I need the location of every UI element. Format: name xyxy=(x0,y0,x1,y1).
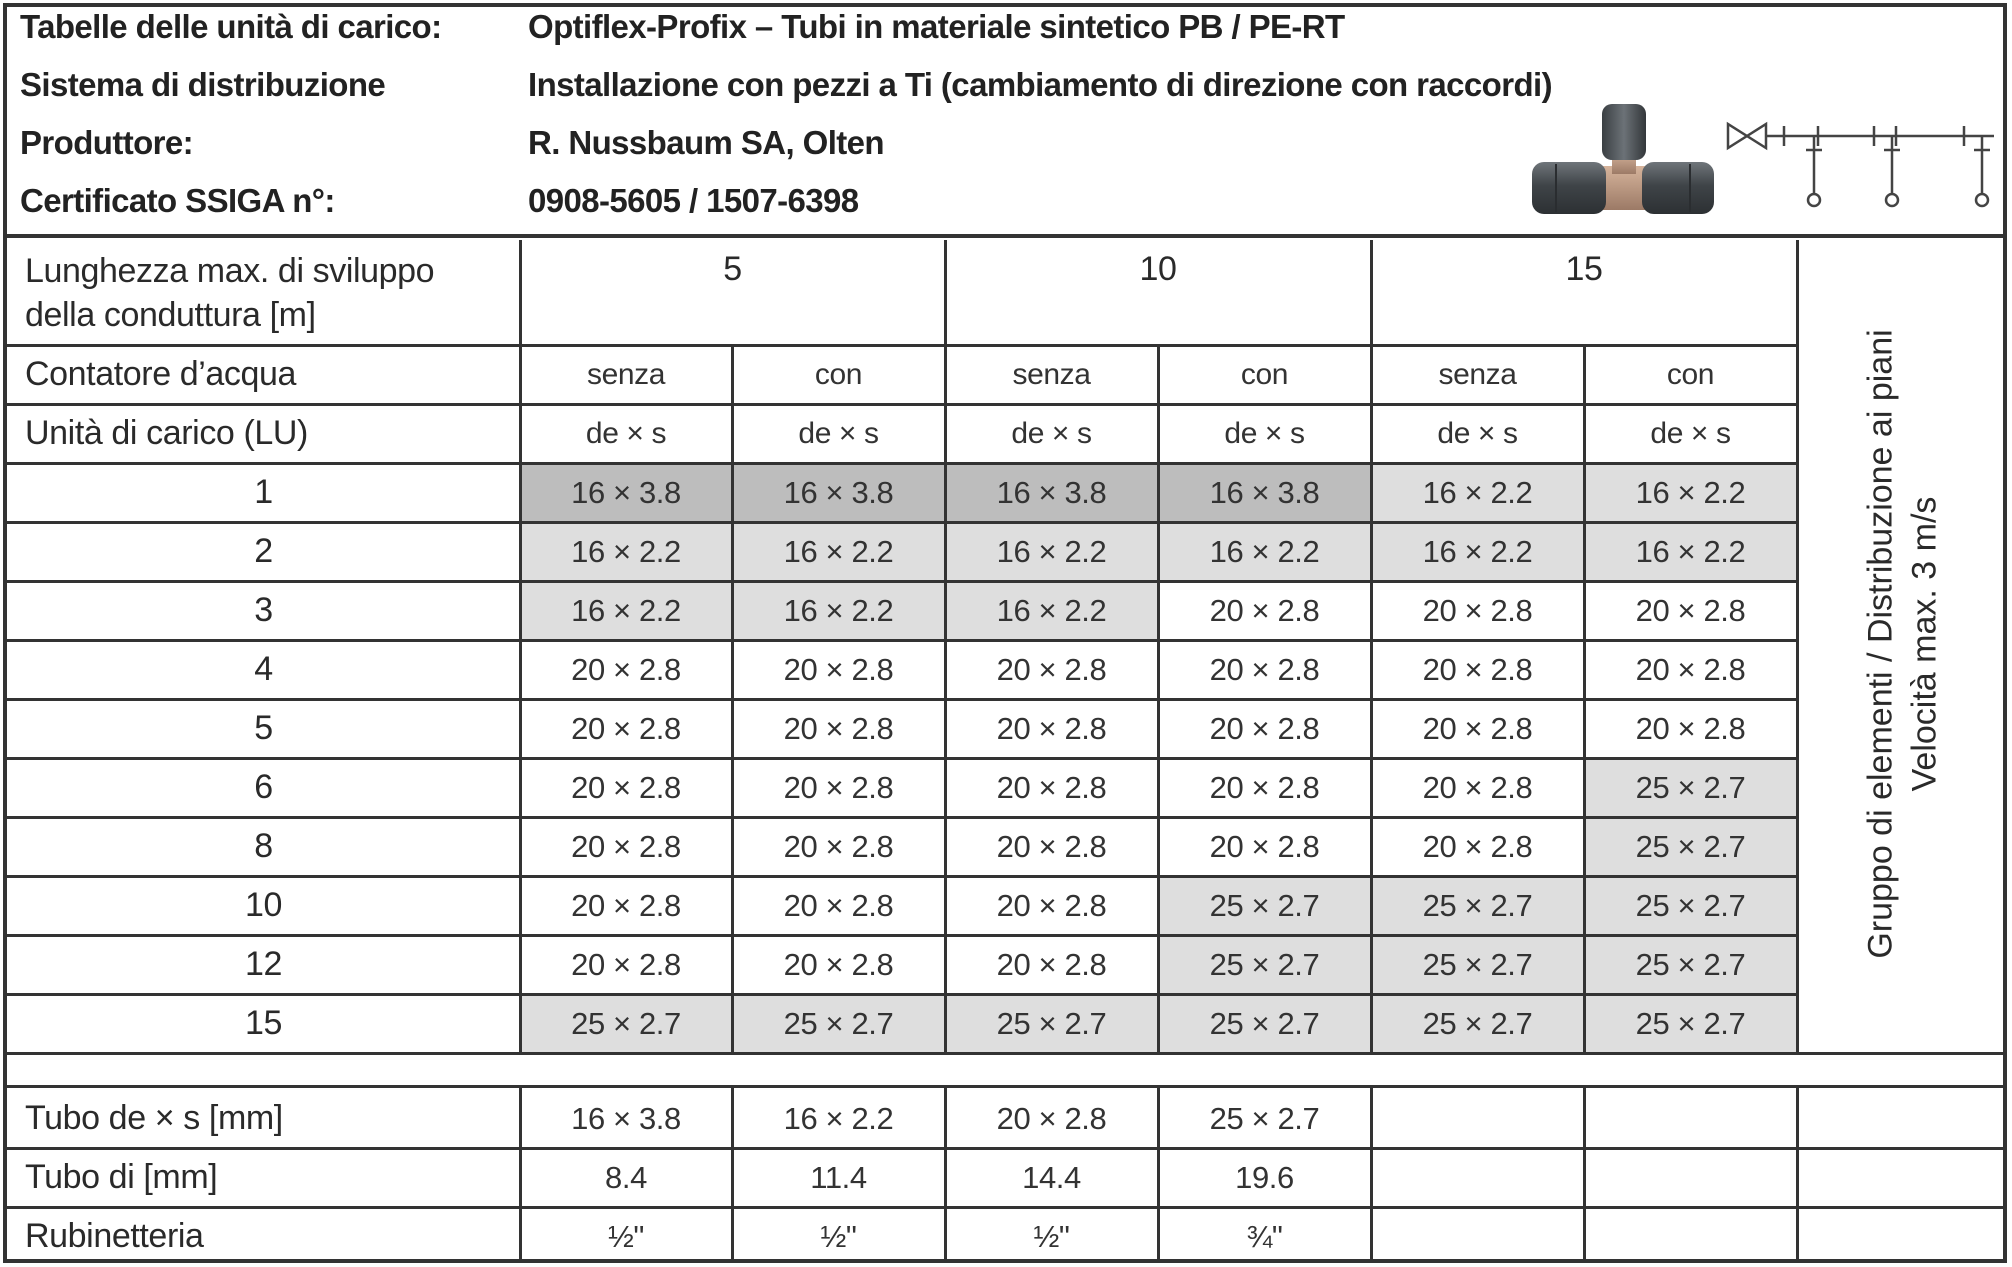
dimension-cell: 20 × 2.8 xyxy=(996,887,1107,923)
dimension-cell: 20 × 2.8 xyxy=(1422,592,1533,628)
dimension-cell: 16 × 2.2 xyxy=(520,581,732,640)
dimension-cell: 20 × 2.8 xyxy=(571,828,681,864)
dimension-cell: 16 × 2.2 xyxy=(1584,463,1797,522)
footer-cell: 20 × 2.8 xyxy=(996,1100,1107,1136)
dimension-cell: 20 × 2.8 xyxy=(571,887,681,923)
grid-line-v xyxy=(731,1086,734,1260)
footer-cell: 16 × 3.8 xyxy=(571,1100,681,1136)
header-value: Installazione con pezzi a Ti (cambiamento di direzione con raccordi) xyxy=(528,66,1552,103)
dimension-cell: 20 × 2.8 xyxy=(783,710,894,746)
dimension-cell: 20 × 2.8 xyxy=(783,651,894,687)
grid-line-v xyxy=(1583,345,1586,1053)
header-label: Certificato SSIGA n°: xyxy=(20,182,335,219)
length-value: 5 xyxy=(723,250,742,288)
grid-line-h xyxy=(7,462,1797,465)
dimension-cell: 20 × 2.8 xyxy=(571,710,681,746)
dimension-cell: 20 × 2.8 xyxy=(1209,828,1320,864)
grid-line-h xyxy=(7,344,1797,347)
side-label-line2: Velocità max. 3 m/s xyxy=(1905,496,1944,792)
dimension-cell: 16 × 2.2 xyxy=(945,581,1158,640)
footer-cell: ½" xyxy=(607,1218,645,1254)
dimension-cell: 25 × 2.7 xyxy=(1584,935,1797,994)
dimension-cell: 16 × 3.8 xyxy=(732,463,945,522)
header-label: Tabelle delle unità di carico: xyxy=(20,8,442,45)
dimension-cell: 20 × 2.8 xyxy=(1209,651,1320,687)
dimension-cell: 25 × 2.7 xyxy=(945,994,1158,1053)
footer-label: Tubo de × s [mm] xyxy=(25,1099,283,1137)
grid-line-v xyxy=(731,345,734,1053)
header-value: 0908-5605 / 1507-6398 xyxy=(528,182,859,219)
grid-line-h xyxy=(7,1206,2005,1209)
footer-cell: 14.4 xyxy=(1022,1159,1081,1195)
distribution-schematic-icon xyxy=(1726,118,2000,219)
meter-option: con xyxy=(1666,357,1715,391)
lu-value: 4 xyxy=(254,650,273,688)
dimension-cell: 16 × 2.2 xyxy=(1371,463,1584,522)
footer-label: Rubinetteria xyxy=(25,1217,204,1255)
dimension-cell: 20 × 2.8 xyxy=(1635,651,1746,687)
lu-value: 10 xyxy=(244,886,283,924)
footer-cell: 25 × 2.7 xyxy=(1209,1100,1320,1136)
grid-line-v xyxy=(944,1086,947,1260)
meter-option: con xyxy=(1240,357,1289,391)
dim-header: de × s xyxy=(585,416,667,450)
dimension-cell: 25 × 2.7 xyxy=(1371,876,1584,935)
dimension-cell: 20 × 2.8 xyxy=(783,828,894,864)
grid-line-v xyxy=(519,240,522,1053)
dimension-cell: 25 × 2.7 xyxy=(1584,876,1797,935)
dimension-cell: 25 × 2.7 xyxy=(1584,758,1797,817)
meter-option: senza xyxy=(1438,357,1517,391)
footer-cell: 19.6 xyxy=(1235,1159,1294,1195)
dimension-cell: 16 × 3.8 xyxy=(945,463,1158,522)
dimension-cell: 25 × 2.7 xyxy=(1158,994,1371,1053)
dimension-cell: 20 × 2.8 xyxy=(1635,710,1746,746)
header-label: Produttore: xyxy=(20,124,194,161)
dimension-cell: 25 × 2.7 xyxy=(520,994,732,1053)
grid-line-v xyxy=(944,240,947,1053)
grid-line-h xyxy=(7,875,1797,878)
dimension-cell: 25 × 2.7 xyxy=(1584,994,1797,1053)
lu-value: 6 xyxy=(254,768,273,806)
dimension-cell: 25 × 2.7 xyxy=(1371,935,1584,994)
dimension-cell: 20 × 2.8 xyxy=(783,769,894,805)
grid-line-h xyxy=(7,934,1797,937)
meter-option: senza xyxy=(1012,357,1091,391)
footer-label: Tubo di [mm] xyxy=(25,1158,218,1196)
dimension-cell: 20 × 2.8 xyxy=(571,651,681,687)
dimension-cell: 20 × 2.8 xyxy=(996,651,1107,687)
dimension-cell: 20 × 2.8 xyxy=(996,710,1107,746)
dimension-cell: 25 × 2.7 xyxy=(732,994,945,1053)
dimension-cell: 25 × 2.7 xyxy=(1371,994,1584,1053)
lu-label: Unità di carico (LU) xyxy=(25,414,308,452)
length-label xyxy=(7,240,520,345)
dimension-cell: 20 × 2.8 xyxy=(1422,828,1533,864)
grid-line-h xyxy=(7,1052,2005,1055)
dimension-cell: 16 × 3.8 xyxy=(520,463,732,522)
grid-line-v xyxy=(1370,1086,1373,1260)
footer-cell: ½" xyxy=(820,1218,857,1254)
dimension-cell: 20 × 2.8 xyxy=(1422,769,1533,805)
grid-line-v xyxy=(1370,240,1373,1053)
dimension-cell: 20 × 2.8 xyxy=(1635,592,1746,628)
dimension-cell: 16 × 2.2 xyxy=(732,522,945,581)
dimension-cell: 20 × 2.8 xyxy=(1209,592,1320,628)
grid-line-v xyxy=(1796,1086,1799,1260)
header-value: R. Nussbaum SA, Olten xyxy=(528,124,884,161)
length-label-line1: Lunghezza max. di sviluppo xyxy=(25,251,435,290)
dimension-cell: 16 × 3.8 xyxy=(1158,463,1371,522)
dimension-cell: 20 × 2.8 xyxy=(571,946,681,982)
meter-label: Contatore d’acqua xyxy=(25,355,297,393)
dimension-cell: 20 × 2.8 xyxy=(783,887,894,923)
grid-line-h xyxy=(7,993,1797,996)
dimension-cell: 25 × 2.7 xyxy=(1584,817,1797,876)
dimension-cell: 20 × 2.8 xyxy=(1422,710,1533,746)
footer-cell: ¾" xyxy=(1246,1218,1283,1254)
lu-value: 2 xyxy=(254,532,273,570)
lu-value: 1 xyxy=(254,473,273,511)
grid-line-h xyxy=(7,403,1797,406)
header-value: Optiflex-Profix – Tubi in materiale sintetico PB / PE-RT xyxy=(528,8,1345,45)
lu-value: 15 xyxy=(244,1004,283,1042)
tee-fitting-icon xyxy=(1530,98,1716,227)
dimension-cell: 20 × 2.8 xyxy=(783,946,894,982)
grid-line-h xyxy=(7,521,1797,524)
lu-value: 5 xyxy=(254,709,273,747)
dimension-cell: 16 × 2.2 xyxy=(1158,522,1371,581)
grid-line-h xyxy=(7,639,1797,642)
dimension-cell: 16 × 2.2 xyxy=(1371,522,1584,581)
lu-value: 12 xyxy=(244,945,283,983)
dimension-cell: 25 × 2.7 xyxy=(1158,935,1371,994)
grid-line-h xyxy=(7,580,1797,583)
grid-line-v xyxy=(1157,1086,1160,1260)
side-label xyxy=(1800,240,2005,1048)
dim-header: de × s xyxy=(1224,416,1305,450)
grid-line-h xyxy=(7,698,1797,701)
side-label-line1: Gruppo di elementi / Distribuzione ai piani xyxy=(1861,329,1900,959)
header-label: Sistema di distribuzione xyxy=(20,66,386,103)
dim-header: de × s xyxy=(798,416,879,450)
dimension-cell: 25 × 2.7 xyxy=(1158,876,1371,935)
grid-line-h xyxy=(7,816,1797,819)
dimension-cell: 16 × 2.2 xyxy=(1584,522,1797,581)
dimension-cell: 20 × 2.8 xyxy=(571,769,681,805)
meter-option: senza xyxy=(586,357,666,391)
grid-line-v xyxy=(1157,345,1160,1053)
grid-line-h xyxy=(7,757,1797,760)
dimension-cell: 16 × 2.2 xyxy=(732,581,945,640)
length-value: 15 xyxy=(1565,250,1603,288)
dim-header: de × s xyxy=(1437,416,1518,450)
dimension-cell: 20 × 2.8 xyxy=(1422,651,1533,687)
meter-option: con xyxy=(814,357,863,391)
dimension-cell: 20 × 2.8 xyxy=(1209,769,1320,805)
grid-line-v xyxy=(1583,1086,1586,1260)
footer-cell: 11.4 xyxy=(810,1159,867,1195)
dimension-cell: 20 × 2.8 xyxy=(996,828,1107,864)
length-label-line2: della conduttura [m] xyxy=(25,295,316,334)
header-divider xyxy=(3,234,2007,238)
grid-line-h xyxy=(7,1085,2005,1088)
dimension-cell: 20 × 2.8 xyxy=(996,946,1107,982)
grid-line-h xyxy=(7,1147,2005,1150)
dim-header: de × s xyxy=(1650,416,1731,450)
dimension-cell: 20 × 2.8 xyxy=(996,769,1107,805)
length-value: 10 xyxy=(1139,250,1177,288)
lu-value: 3 xyxy=(254,591,273,629)
dimension-cell: 16 × 2.2 xyxy=(520,522,732,581)
footer-cell: 16 × 2.2 xyxy=(783,1100,894,1136)
grid-line-v xyxy=(519,1086,522,1260)
grid-line-v xyxy=(1796,240,1799,1053)
dimension-cell: 16 × 2.2 xyxy=(945,522,1158,581)
footer-cell: ½" xyxy=(1033,1218,1070,1254)
lu-value: 8 xyxy=(254,827,273,865)
dimension-cell: 20 × 2.8 xyxy=(1209,710,1320,746)
dim-header: de × s xyxy=(1011,416,1092,450)
footer-cell: 8.4 xyxy=(605,1159,647,1195)
